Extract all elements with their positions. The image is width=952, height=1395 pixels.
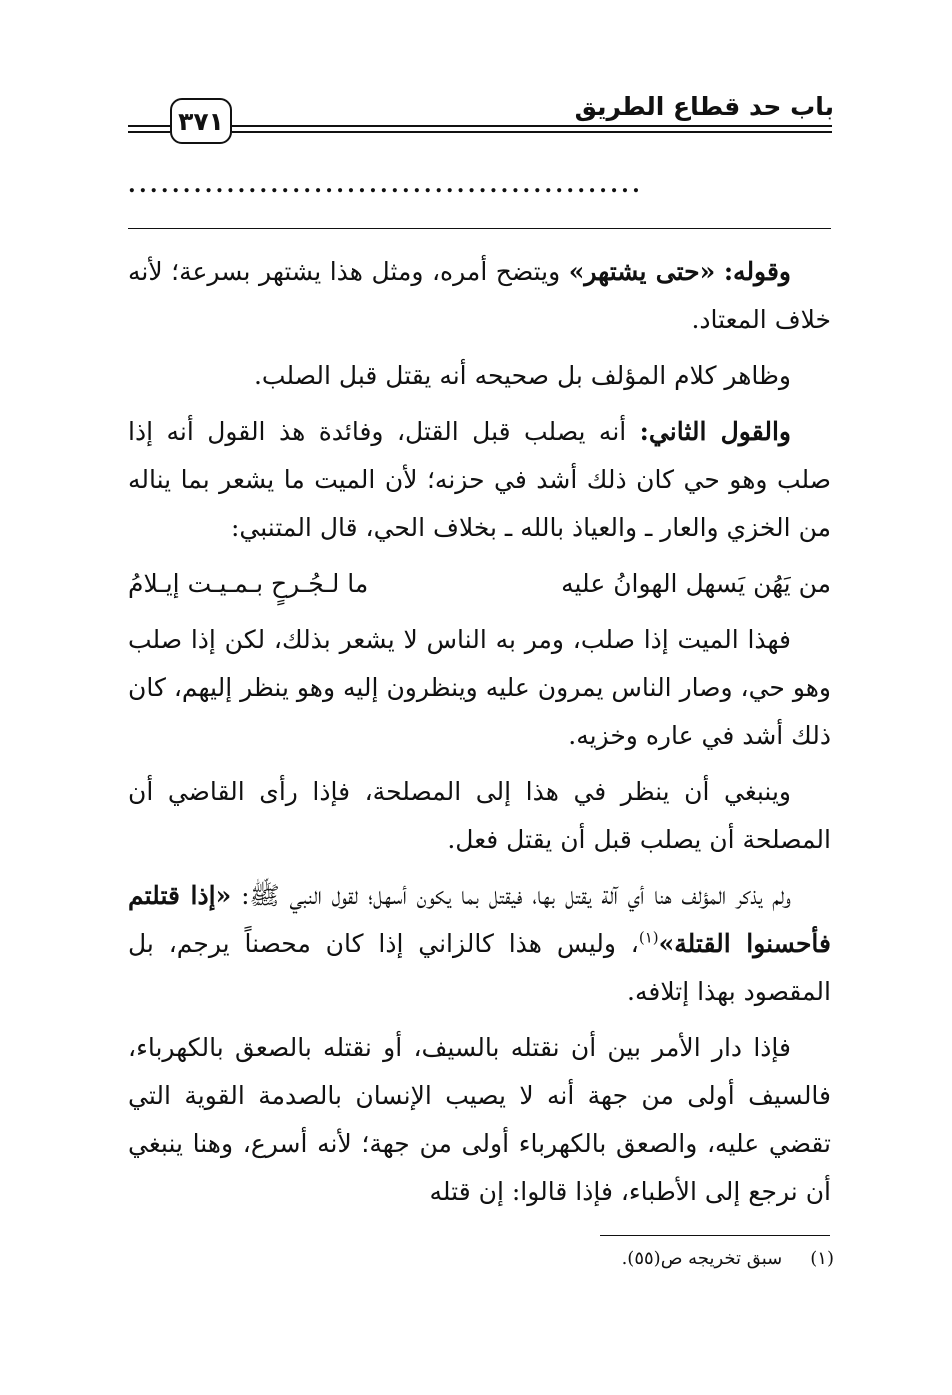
footnote [622, 1248, 834, 1269]
paragraph: فإذا دار الأمر بين أن نقتله بالسيف، أو نقتله بالصعق بالكهرباء، فالسيف أولى من جهة أنه لا يصيب الإنسان بالصدمة القوية التي تقضي عليه، والصعق بالكهرباء أولى من جهة؛ لأنه أسرع، وهنا ينبغي أن نرجع إلى الأطباء، فإذا قالوا: إن قتله [128, 1033, 831, 1206]
footnote-text: سبق تخريجه ص(٥٥). [621, 1248, 783, 1269]
paragraph: وينبغي أن ينظر في هذا إلى المصلحة، فإذا رأى القاضي أن المصلحة أن يصلب قبل أن يقتل فعل. [128, 777, 831, 854]
poetry-verse [128, 560, 831, 608]
paragraph-text: ولم يذكر المؤلف هنا أي آلة يقتل بها، فيقتل بما يكون أسهل؛ لقول النبي ﷺ: [231, 881, 792, 910]
paragraph [128, 408, 831, 552]
page-number: ٣٧١ [170, 98, 232, 144]
paragraph [128, 872, 831, 1016]
verse-first-hemistich: من يَهُن يَسهل الهوانُ عليه [561, 569, 831, 598]
paragraph-text: أنه يصلب قبل القتل، وفائدة هذ القول أنه إذا صلب وهو حي كان ذلك أشد في حزنه؛ لأن الميت ما يشعر بما يناله من الخزي والعار ـ والعياذ بالله ـ بخلاف الحي، قال المتنبي: [128, 417, 831, 542]
paragraph: فهذا الميت إذا صلب، ومر به الناس لا يشعر بذلك، لكن إذا صلب وهو حي، وصار الناس يمرون عليه وينظرون إليه وهو ينظر إليهم، كان ذلك أشد في عاره وخزيه. [128, 625, 831, 750]
quoted-phrase: «حتى يشتهر» [568, 257, 716, 286]
hadith-quote: «إذا قتلتم فأحسنوا القتلة» [128, 881, 832, 958]
footnote-rule [600, 1235, 830, 1236]
paragraph-lead: وقوله: [723, 257, 791, 286]
header-rule-right-top [232, 125, 832, 127]
verse-second-hemistich: ما لـجُـرحٍ بـمـيـت إيـلامُ [128, 569, 369, 598]
section-rule [128, 228, 831, 229]
paragraph-text: ويتضح أمره، ومثل هذا يشتهر بسرعة؛ لأنه خلاف المعتاد. [128, 257, 831, 334]
dotted-separator: ............................................... [128, 172, 644, 198]
footnote-ref: (١) [638, 928, 659, 947]
main-text [128, 248, 831, 1224]
header-rule-left-top [128, 125, 170, 127]
header-rule-left-bottom [128, 131, 170, 133]
paragraph-text: ، وليس هذا كالزاني إذا كان محصناً يرجم، بل المقصود بهذا إتلافه. [128, 929, 831, 1006]
footnote-number: (١) [810, 1248, 834, 1269]
chapter-title: باب حد قطاع الطريق [574, 92, 834, 121]
paragraph [128, 248, 831, 344]
paragraph: وظاهر كلام المؤلف بل صحيحه أنه يقتل قبل الصلب. [253, 361, 791, 390]
header-rule-right-bottom [232, 131, 832, 133]
paragraph-lead: والقول الثاني: [639, 417, 791, 446]
